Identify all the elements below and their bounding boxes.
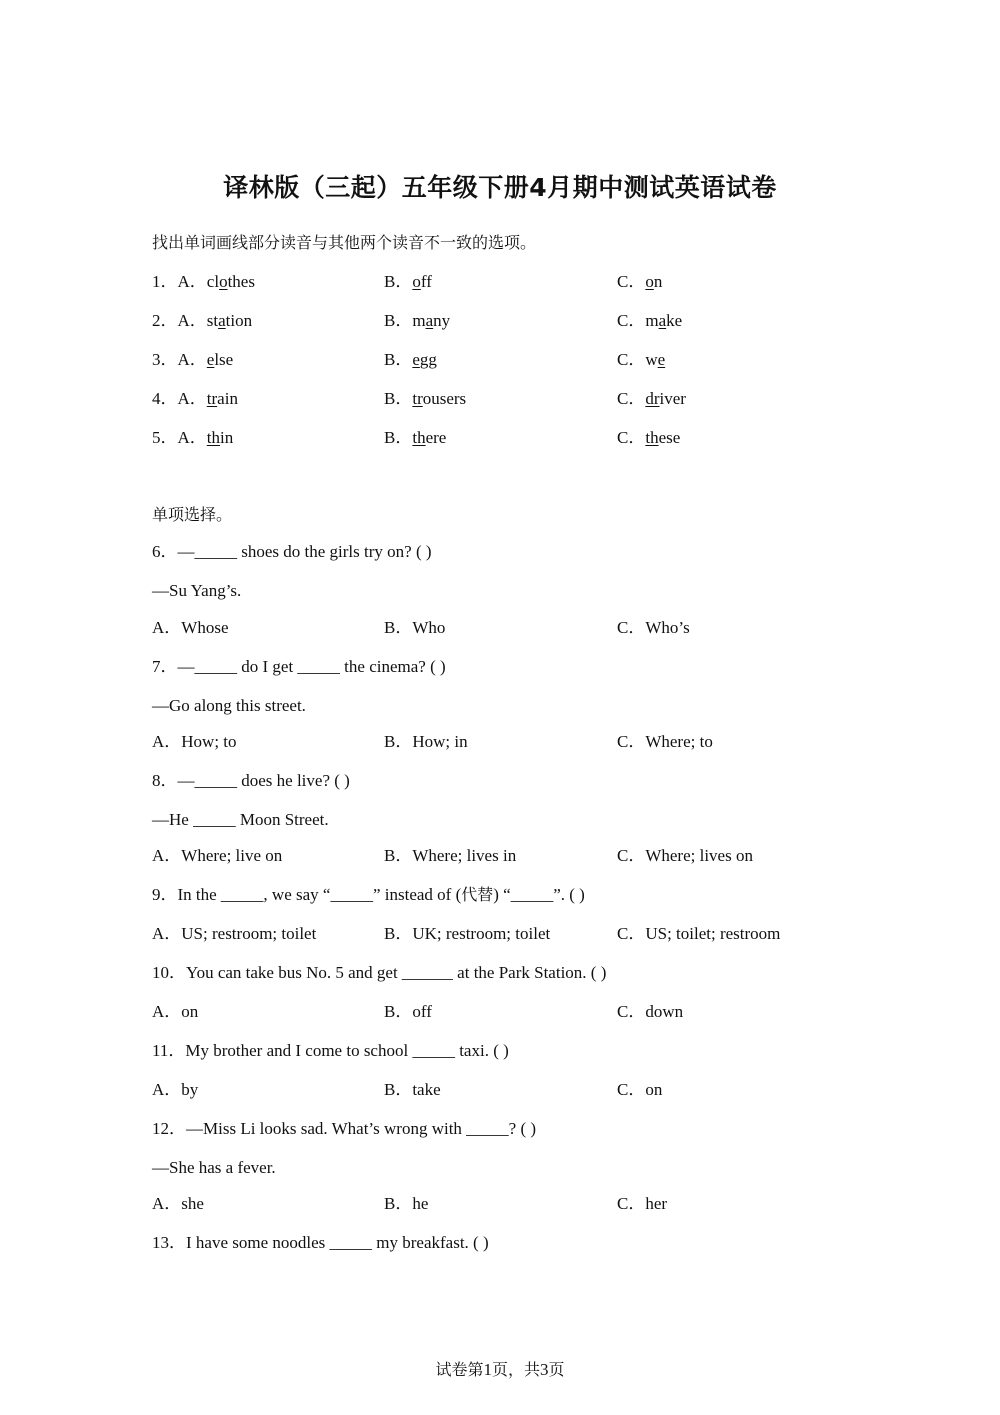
question-9-option-b: B．UK; restroom; toilet (384, 924, 551, 943)
section1-heading: 找出单词画线部分读音与其他两个读音不一致的选项。 (152, 233, 537, 252)
question-10-option-c: C．down (617, 1002, 684, 1021)
question-7-reply: —Go along this street. (152, 696, 306, 715)
question-6-option-b: B．Who (384, 618, 446, 637)
question-8-option-c: C．Where; lives on (617, 846, 753, 865)
question-6-text: 6．—_____ shoes do the girls try on? ( ) (152, 542, 432, 561)
question-6-option-a: A．Whose (152, 618, 229, 637)
question-5-option-a: 5．A．thin (152, 428, 234, 447)
question-12-text: 12．—Miss Li looks sad. What’s wrong with _____? ( ) (152, 1119, 537, 1138)
question-9-option-a: A．US; restroom; toilet (152, 924, 317, 943)
question-5-option-c: C．these (617, 428, 681, 447)
question-1-option-a: 1．A．clothes (152, 272, 255, 291)
question-12-reply: —She has a fever. (152, 1158, 276, 1177)
question-11-option-c: C．on (617, 1080, 663, 1099)
question-4-option-a: 4．A．train (152, 389, 238, 408)
question-4-option-b: B．trousers (384, 389, 467, 408)
question-3-option-b: B．egg (384, 350, 437, 369)
question-10-option-b: B．off (384, 1002, 432, 1021)
question-7-text: 7．—_____ do I get _____ the cinema? ( ) (152, 657, 446, 676)
question-7-option-c: C．Where; to (617, 732, 713, 751)
question-11-option-a: A．by (152, 1080, 199, 1099)
question-12-option-a: A．she (152, 1194, 204, 1213)
question-9-text: 9．In the _____, we say “_____” instead of (代替) “_____”. ( ) (152, 885, 585, 904)
question-8-option-b: B．Where; lives in (384, 846, 517, 865)
section2-heading: 单项选择。 (152, 505, 233, 524)
question-1-option-b: B．off (384, 272, 432, 291)
question-10-text: 10．You can take bus No. 5 and get ______ at the Park Station. ( ) (152, 963, 607, 982)
question-9-option-c: C．US; toilet; restroom (617, 924, 781, 943)
question-8-reply: —He _____ Moon Street. (152, 810, 329, 829)
question-3-option-a: 3．A．else (152, 350, 234, 369)
question-1-option-c: C．on (617, 272, 663, 291)
question-11-text: 11．My brother and I come to school _____ taxi. ( ) (152, 1041, 509, 1060)
question-2-option-c: C．make (617, 311, 683, 330)
question-6-option-c: C．Who’s (617, 618, 690, 637)
question-5-option-b: B．there (384, 428, 447, 447)
question-12-option-c: C．her (617, 1194, 668, 1213)
question-6-reply: —Su Yang’s. (152, 581, 242, 600)
page-title: 译林版（三起）五年级下册4月期中测试英语试卷 (223, 173, 777, 202)
question-4-option-c: C．driver (617, 389, 686, 408)
question-2-option-a: 2．A．station (152, 311, 253, 330)
question-13-text: 13．I have some noodles _____ my breakfast. ( ) (152, 1233, 489, 1252)
page-footer: 试卷第1页，共3页 (435, 1360, 565, 1379)
question-7-option-a: A．How; to (152, 732, 237, 751)
question-11-option-b: B．take (384, 1080, 441, 1099)
question-8-text: 8．—_____ does he live? ( ) (152, 771, 350, 790)
question-12-option-b: B．he (384, 1194, 429, 1213)
question-3-option-c: C．we (617, 350, 666, 369)
question-8-option-a: A．Where; live on (152, 846, 283, 865)
question-7-option-b: B．How; in (384, 732, 468, 751)
question-10-option-a: A．on (152, 1002, 199, 1021)
question-2-option-b: B．many (384, 311, 451, 330)
